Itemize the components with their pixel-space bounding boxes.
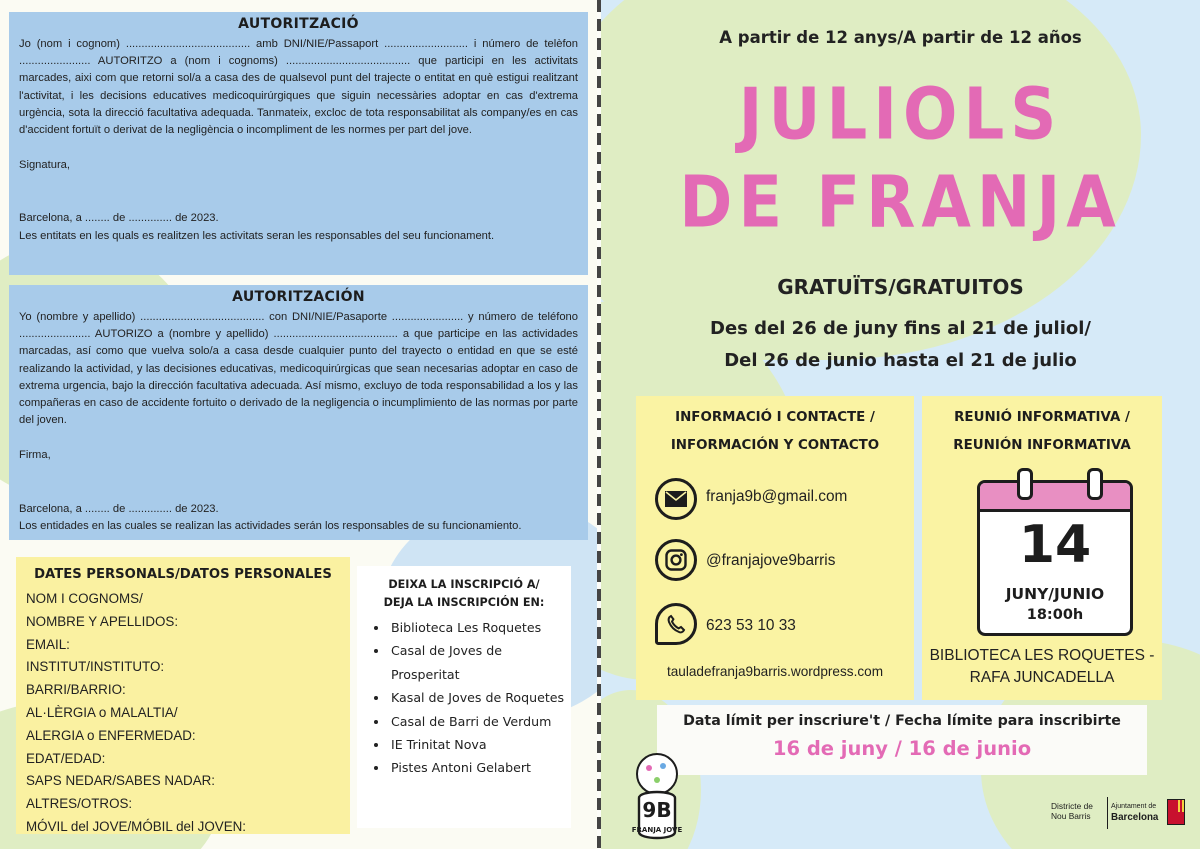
field-swim[interactable]: SAPS NEDAR/SABES NADAR:: [26, 773, 216, 789]
field-name-ca[interactable]: NOM I COGNOMS/: [26, 591, 143, 606]
authorization-title: AUTORITZACIÓ: [238, 16, 359, 32]
delivery-locations: [357, 566, 571, 828]
poster-title-line1: JULIOLS: [738, 73, 1063, 157]
authorization-note: Les entitats en les quals es realitzen les activitats seran les responsables del seu funcionament.: [19, 229, 495, 242]
authorization-form-spanish: [9, 285, 588, 540]
contact-box: [636, 396, 914, 700]
calendar-icon: [977, 480, 1133, 636]
meeting-day: 14: [1018, 515, 1092, 575]
locations-list: [357, 616, 571, 780]
field-allergy-es[interactable]: ALERGIA o ENFERMEDAD:: [26, 727, 196, 743]
whatsapp-icon: [655, 603, 697, 645]
contact-website[interactable]: tauladefranja9barris.wordpress.com: [666, 664, 884, 679]
authorization-form-catalan: [9, 12, 588, 275]
field-email[interactable]: EMAIL:: [26, 636, 70, 652]
field-school[interactable]: INSTITUT/INSTITUTO:: [26, 659, 165, 675]
city-line1: Ajuntament de: [1111, 803, 1157, 810]
meeting-title-line2: REUNIÓN INFORMATIVA: [953, 438, 1131, 453]
meeting-month: JUNY/JUNIO: [1005, 585, 1105, 603]
list-item: • Pistes Antoni Gelabert: [389, 756, 571, 779]
deadline-box: [657, 705, 1147, 775]
dates-spanish: Del 26 de junio hasta el 21 de julio: [724, 350, 1077, 371]
contact-title-line2: INFORMACIÓN Y CONTACTO: [670, 438, 880, 453]
meeting-time: 18:00h: [1026, 607, 1084, 623]
personal-data-form: [16, 557, 350, 834]
calendar-ring: [1087, 468, 1103, 500]
logo-9b: 9B: [642, 798, 672, 822]
district-line2: Nou Barris: [1051, 811, 1091, 821]
list-item: • IE Trinitat Nova: [389, 733, 571, 756]
meeting-box: [922, 396, 1162, 700]
poster-panel: [601, 0, 1200, 849]
meeting-title-line1: REUNIÓ INFORMATIVA /: [954, 410, 1130, 425]
date-line[interactable]: Barcelona, a ........ de .............. de 2023.: [19, 212, 219, 225]
contact-title-line1: INFORMACIÓ I CONTACTE /: [675, 410, 875, 425]
authorization-note: Los entidades en las cuales se realizan las actividades serán los responsables de su funcionamiento.: [19, 519, 522, 532]
field-allergy-ca[interactable]: AL·LÈRGIA o MALALTIA/: [26, 704, 178, 720]
signature-label[interactable]: Signatura,: [19, 159, 70, 172]
barcelona-shield-icon: [1167, 799, 1185, 825]
meeting-place-line2: RAFA JUNCADELLA: [969, 669, 1115, 686]
contact-email[interactable]: franja9b@gmail.com: [706, 488, 848, 505]
field-age[interactable]: EDAT/EDAD:: [26, 750, 106, 766]
deadline-date: 16 de juny / 16 de junio: [772, 737, 1032, 760]
field-other[interactable]: ALTRES/OTROS:: [26, 796, 133, 812]
dates-catalan: Des del 26 de juny fins al 21 de juliol/: [710, 318, 1091, 339]
authorization-title: AUTORITZACIÓN: [232, 289, 365, 305]
list-item: • Biblioteca Les Roquetes: [389, 616, 571, 639]
district-line1: Districte de: [1051, 801, 1093, 811]
calendar-ring: [1017, 468, 1033, 500]
meeting-place-line1: BIBLIOTECA LES ROQUETES -: [929, 647, 1155, 664]
field-mobile[interactable]: MÓVIL del JOVE/MÓBIL del JOVEN:: [26, 818, 247, 834]
deadline-label: Data límit per inscriure't / Fecha límite para inscribirte: [683, 713, 1121, 729]
field-neighborhood[interactable]: BARRI/BARRIO:: [26, 682, 126, 698]
field-name-es[interactable]: NOMBRE Y APELLIDOS:: [26, 613, 179, 629]
city-line2: Barcelona: [1111, 812, 1159, 823]
contact-instagram[interactable]: @franjajove9barris: [706, 552, 836, 569]
list-item: • Casal de Joves de Prosperitat: [389, 639, 571, 686]
authorization-text[interactable]: Jo (nom i cognom) ........................................ amb DNI/NIE/Passaport ........................... i número de telèfon ....................... AUTORITZO a (nom i cognoms) ........................................ que participi en les activitats marcades, aixi com que retorni sol/a a casa des de qualsevol punt del trajecte o entitat en què estigui realitzant l'activitat, i les decisions educatives medicoquirúrgiques que siguin necessàries adoptar en cas d'extrema urgència, sota la direcció facultativa adequada. Tanmateix, excloc de tota responsabilitat als company/es en cas d'accident fortuït o derivat de la negligència o incompliment de les normes per part del jove.: [19, 38, 578, 137]
personal-data-title: DATES PERSONALS/DATOS PERSONALES: [34, 567, 332, 582]
date-line[interactable]: Barcelona, a ........ de .............. de 2023.: [19, 502, 219, 515]
logo-caption: FRANJA JOVE: [631, 826, 683, 834]
free-label: GRATUÏTS/GRATUITOS: [777, 275, 1024, 299]
registration-panel: [0, 0, 597, 849]
delivery-title: [357, 576, 571, 612]
envelope-icon: [655, 478, 697, 520]
authorization-text[interactable]: Yo (nombre y apellido) ........................................ con DNI/NIE/Pasaporte ....................... y número de teléfono ....................... AUTORIZO a (nombre y apellido) ........................................ a que participe en las actividades marcadas, así como que vuelva solo/a a casa desde cualquier punto del trayecto o entidad en que se esté realizando la actividad, y las decisiones educativas, medicoquirúrgicas que sean necesarias adoptar en caso de extrema urgencia, bajo la dirección facultativa adecuada. Así mismo, excluyo de toda responsabilidad a los y las compañeras en caso de accidente fortuito o derivado de la negligencia o incumplimiento de las normas por parte del joven.: [19, 311, 578, 427]
delivery-title-line1: DEIXA LA INSCRIPCIÓ A/: [388, 578, 540, 591]
list-item: • Kasal de Joves de Roquetes: [389, 686, 571, 709]
instagram-icon: [655, 539, 697, 581]
franja-jove-logo: [619, 748, 695, 844]
delivery-title-line2: DEJA LA INSCRIPCIÓN EN:: [383, 596, 545, 609]
signature-label[interactable]: Firma,: [19, 449, 51, 462]
poster-title-line2: DE FRANJA: [679, 161, 1122, 245]
barcelona-logos: [1051, 797, 1185, 831]
age-requirement: A partir de 12 anys/A partir de 12 años: [719, 28, 1082, 47]
list-item: • Casal de Barri de Verdum: [389, 710, 571, 733]
contact-phone[interactable]: 623 53 10 33: [706, 617, 796, 634]
